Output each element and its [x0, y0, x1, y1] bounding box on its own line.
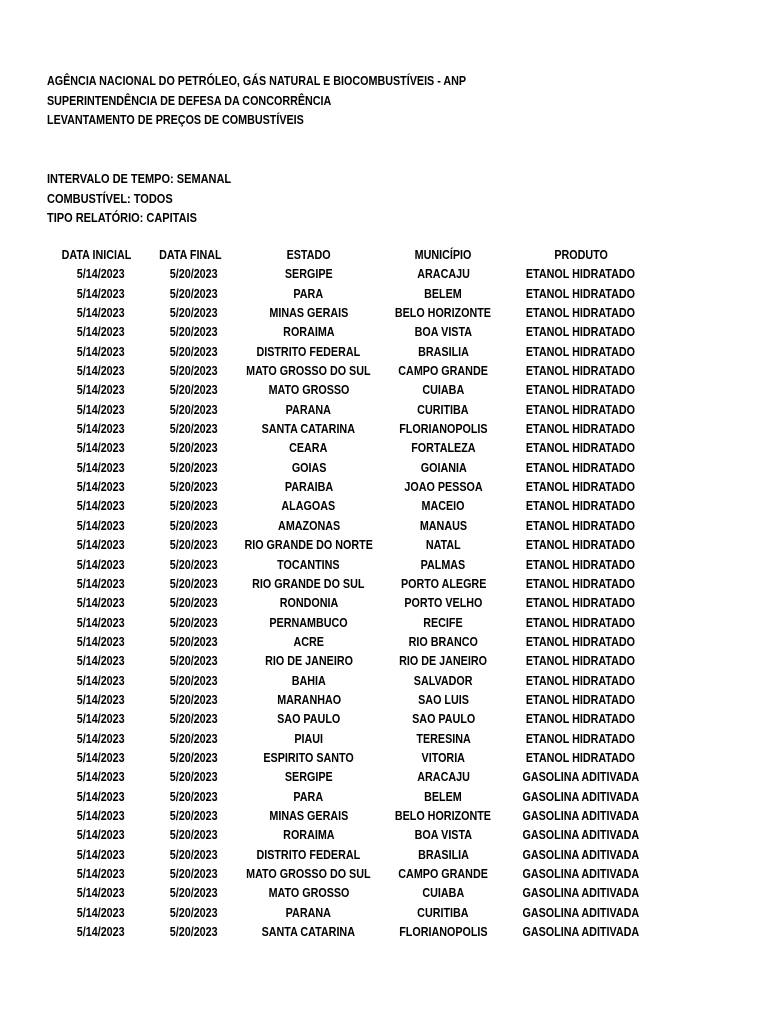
cell-data-final: 5/20/2023 [169, 441, 218, 456]
cell-municipio: RIO DE JANEIRO [399, 654, 488, 669]
cell-produto: GASOLINA ADITIVADA [522, 789, 640, 804]
cell-estado: PARA [293, 789, 324, 804]
cell-data-final: 5/20/2023 [169, 480, 218, 495]
cell-produto: ETANOL HIDRATADO [526, 538, 636, 553]
cell-municipio: GOIANIA [420, 460, 467, 475]
cell-municipio: SAO PAULO [411, 712, 475, 727]
table-row [47, 865, 658, 884]
table-row [47, 749, 658, 768]
cell-data-final: 5/20/2023 [169, 770, 218, 785]
cell-municipio: CURITIBA [417, 402, 469, 417]
cell-estado: ESPIRITO SANTO [263, 750, 354, 765]
table-row [47, 768, 658, 787]
cell-produto: ETANOL HIDRATADO [526, 654, 636, 669]
table-body [47, 265, 658, 942]
cell-estado: MINAS GERAIS [269, 306, 349, 321]
cell-data-final: 5/20/2023 [169, 731, 218, 746]
cell-data-inicial: 5/14/2023 [76, 325, 125, 340]
cell-municipio: PORTO ALEGRE [400, 576, 487, 591]
cell-municipio: RIO BRANCO [408, 634, 478, 649]
cell-municipio: CUIABA [422, 886, 465, 901]
cell-data-final: 5/20/2023 [169, 789, 218, 804]
cell-estado: TOCANTINS [277, 557, 340, 572]
cell-data-inicial: 5/14/2023 [76, 383, 125, 398]
cell-estado: PARANA [286, 402, 332, 417]
cell-estado: PARA [293, 286, 324, 301]
cell-data-inicial: 5/14/2023 [76, 518, 125, 533]
cell-municipio: BOA VISTA [414, 828, 472, 843]
cell-data-final: 5/20/2023 [169, 499, 218, 514]
column-header-data-inicial: DATA INICIAL [61, 248, 132, 262]
cell-estado: GOIAS [291, 460, 326, 475]
cell-produto: GASOLINA ADITIVADA [522, 828, 640, 843]
cell-data-final: 5/20/2023 [169, 286, 218, 301]
cell-estado: MARANHAO [276, 692, 341, 707]
table-row [47, 672, 658, 691]
cell-estado: MATO GROSSO [268, 383, 350, 398]
table-row [47, 846, 658, 865]
cell-produto: ETANOL HIDRATADO [526, 750, 636, 765]
cell-estado: RORAIMA [282, 828, 335, 843]
cell-estado: RONDONIA [279, 596, 338, 611]
cell-estado: ACRE [293, 634, 324, 649]
cell-data-inicial: 5/14/2023 [76, 905, 125, 920]
table-row [47, 343, 658, 362]
table-header [47, 246, 658, 265]
table-row [47, 923, 658, 942]
cell-produto: ETANOL HIDRATADO [526, 557, 636, 572]
cell-data-final: 5/20/2023 [169, 383, 218, 398]
cell-estado: BAHIA [291, 673, 326, 688]
table-row [47, 285, 658, 304]
cell-data-inicial: 5/14/2023 [76, 750, 125, 765]
cell-produto: ETANOL HIDRATADO [526, 518, 636, 533]
cell-data-inicial: 5/14/2023 [76, 925, 125, 940]
cell-data-inicial: 5/14/2023 [76, 634, 125, 649]
table-row [47, 788, 658, 807]
table-row [47, 594, 658, 613]
cell-municipio: SALVADOR [413, 673, 473, 688]
cell-municipio: ARACAJU [417, 267, 470, 282]
table-row [47, 304, 658, 323]
cell-municipio: NATAL [425, 538, 461, 553]
cell-data-inicial: 5/14/2023 [76, 344, 125, 359]
table-row [47, 691, 658, 710]
cell-municipio: RECIFE [423, 615, 464, 630]
cell-municipio: BELEM [424, 286, 463, 301]
table-row [47, 459, 658, 478]
cell-estado: MATO GROSSO DO SUL [246, 364, 371, 379]
cell-produto: ETANOL HIDRATADO [526, 460, 636, 475]
cell-estado: RIO GRANDE DO SUL [252, 576, 365, 591]
cell-estado: DISTRITO FEDERAL [256, 344, 361, 359]
cell-produto: GASOLINA ADITIVADA [522, 886, 640, 901]
cell-data-inicial: 5/14/2023 [76, 422, 125, 437]
cell-municipio: ARACAJU [417, 770, 470, 785]
cell-data-inicial: 5/14/2023 [76, 306, 125, 321]
cell-produto: GASOLINA ADITIVADA [522, 847, 640, 862]
cell-data-inicial: 5/14/2023 [76, 867, 125, 881]
cell-data-final: 5/20/2023 [169, 886, 218, 901]
cell-municipio: FORTALEZA [411, 441, 476, 456]
cell-data-final: 5/20/2023 [169, 267, 218, 282]
cell-municipio: CURITIBA [417, 905, 469, 920]
cell-data-inicial: 5/14/2023 [76, 692, 125, 707]
cell-estado: PIAUI [294, 731, 323, 746]
cell-municipio: MANAUS [419, 518, 467, 533]
cell-data-inicial: 5/14/2023 [76, 808, 125, 823]
cell-produto: GASOLINA ADITIVADA [522, 770, 640, 785]
cell-estado: PARANA [286, 905, 332, 920]
table-row [47, 265, 658, 284]
agency-title: AGÊNCIA NACIONAL DO PETRÓLEO, GÁS NATURAL E BIOCOMBUSTÍVEIS - ANP [47, 74, 467, 88]
cell-data-final: 5/20/2023 [169, 867, 218, 881]
table-row [47, 730, 658, 749]
cell-estado: SERGIPE [284, 770, 333, 785]
report-title: LEVANTAMENTO DE PREÇOS DE COMBUSTÍVEIS [47, 113, 304, 127]
cell-estado: CEARA [289, 441, 328, 456]
cell-municipio: CAMPO GRANDE [398, 364, 489, 379]
table-row [47, 420, 658, 439]
cell-data-final: 5/20/2023 [169, 596, 218, 611]
cell-data-final: 5/20/2023 [169, 925, 218, 940]
cell-produto: ETANOL HIDRATADO [526, 480, 636, 495]
cell-municipio: FLORIANOPOLIS [399, 925, 488, 940]
cell-data-inicial: 5/14/2023 [76, 731, 125, 746]
cell-estado: RIO GRANDE DO NORTE [244, 538, 373, 553]
table-row [47, 536, 658, 555]
cell-data-inicial: 5/14/2023 [76, 654, 125, 669]
cell-municipio: BRASILIA [417, 344, 469, 359]
cell-produto: ETANOL HIDRATADO [526, 267, 636, 282]
cell-produto: ETANOL HIDRATADO [526, 422, 636, 437]
table-row [47, 401, 658, 420]
cell-data-final: 5/20/2023 [169, 750, 218, 765]
cell-data-final: 5/20/2023 [169, 325, 218, 340]
cell-produto: ETANOL HIDRATADO [526, 306, 636, 321]
cell-produto: ETANOL HIDRATADO [526, 441, 636, 456]
cell-municipio: CUIABA [422, 383, 465, 398]
cell-data-inicial: 5/14/2023 [76, 286, 125, 301]
cell-data-inicial: 5/14/2023 [76, 615, 125, 630]
cell-data-inicial: 5/14/2023 [76, 499, 125, 514]
table-row [47, 323, 658, 342]
column-header-estado: ESTADO [286, 248, 331, 262]
cell-estado: DISTRITO FEDERAL [256, 847, 361, 862]
cell-estado: SERGIPE [284, 267, 333, 282]
cell-data-final: 5/20/2023 [169, 673, 218, 688]
table-row [47, 652, 658, 671]
fuel-filter: COMBUSTÍVEL: TODOS [47, 191, 173, 206]
cell-estado: MATO GROSSO [268, 886, 350, 901]
report-meta [47, 170, 256, 229]
cell-data-inicial: 5/14/2023 [76, 364, 125, 379]
cell-produto: ETANOL HIDRATADO [526, 383, 636, 398]
cell-data-final: 5/20/2023 [169, 692, 218, 707]
cell-estado: SANTA CATARINA [261, 422, 356, 437]
cell-data-final: 5/20/2023 [169, 905, 218, 920]
table-row [47, 381, 658, 400]
cell-municipio: BELEM [424, 789, 463, 804]
cell-data-final: 5/20/2023 [169, 538, 218, 553]
cell-estado: ALAGOAS [281, 499, 336, 514]
cell-data-final: 5/20/2023 [169, 306, 218, 321]
cell-data-final: 5/20/2023 [169, 402, 218, 417]
cell-produto: ETANOL HIDRATADO [526, 634, 636, 649]
table-row [47, 439, 658, 458]
report-type: TIPO RELATÓRIO: CAPITAIS [47, 211, 197, 225]
cell-municipio: BOA VISTA [414, 325, 472, 340]
cell-data-final: 5/20/2023 [169, 615, 218, 630]
cell-data-final: 5/20/2023 [169, 828, 218, 843]
table-row [47, 614, 658, 633]
cell-data-final: 5/20/2023 [169, 576, 218, 591]
cell-data-final: 5/20/2023 [169, 518, 218, 533]
cell-produto: ETANOL HIDRATADO [526, 325, 636, 340]
cell-municipio: PORTO VELHO [404, 596, 483, 611]
table-row [47, 575, 658, 594]
cell-data-inicial: 5/14/2023 [76, 847, 125, 862]
column-header-produto: PRODUTO [554, 248, 608, 262]
cell-produto: GASOLINA ADITIVADA [522, 867, 640, 881]
cell-estado: RIO DE JANEIRO [264, 654, 353, 669]
cell-produto: ETANOL HIDRATADO [526, 596, 636, 611]
cell-produto: ETANOL HIDRATADO [526, 712, 636, 727]
cell-data-inicial: 5/14/2023 [76, 441, 125, 456]
column-header-data-final: DATA FINAL [158, 248, 222, 262]
cell-data-inicial: 5/14/2023 [76, 557, 125, 572]
table-row [47, 556, 658, 575]
cell-municipio: BRASILIA [417, 847, 469, 862]
cell-estado: PARAIBA [284, 480, 333, 495]
table-row [47, 633, 658, 652]
cell-data-inicial: 5/14/2023 [76, 712, 125, 727]
cell-municipio: FLORIANOPOLIS [399, 422, 488, 437]
cell-municipio: SAO LUIS [417, 692, 469, 707]
cell-estado: SANTA CATARINA [261, 925, 356, 940]
cell-produto: ETANOL HIDRATADO [526, 615, 636, 630]
cell-produto: ETANOL HIDRATADO [526, 344, 636, 359]
cell-data-inicial: 5/14/2023 [76, 770, 125, 785]
price-table [47, 246, 658, 942]
cell-municipio: PALMAS [421, 557, 466, 572]
cell-produto: ETANOL HIDRATADO [526, 731, 636, 746]
table-row [47, 517, 658, 536]
cell-data-inicial: 5/14/2023 [76, 886, 125, 901]
header-row [47, 246, 658, 265]
cell-produto: ETANOL HIDRATADO [526, 286, 636, 301]
table-row [47, 826, 658, 845]
cell-data-final: 5/20/2023 [169, 364, 218, 379]
column-header-municipio: MUNICÍPIO [414, 248, 472, 262]
report-header [47, 72, 534, 131]
cell-produto: GASOLINA ADITIVADA [522, 925, 640, 940]
table-row [47, 710, 658, 729]
cell-estado: MATO GROSSO DO SUL [246, 867, 371, 881]
cell-produto: GASOLINA ADITIVADA [522, 905, 640, 920]
cell-data-inicial: 5/14/2023 [76, 576, 125, 591]
cell-produto: ETANOL HIDRATADO [526, 364, 636, 379]
cell-produto: ETANOL HIDRATADO [526, 673, 636, 688]
cell-data-final: 5/20/2023 [169, 344, 218, 359]
cell-data-inicial: 5/14/2023 [76, 267, 125, 282]
cell-municipio: JOAO PESSOA [404, 480, 483, 495]
cell-data-inicial: 5/14/2023 [76, 596, 125, 611]
cell-municipio: BELO HORIZONTE [395, 808, 492, 823]
cell-produto: ETANOL HIDRATADO [526, 576, 636, 591]
cell-municipio: TERESINA [416, 731, 471, 746]
cell-data-final: 5/20/2023 [169, 460, 218, 475]
cell-municipio: MACEIO [421, 499, 465, 514]
table-row [47, 478, 658, 497]
cell-estado: PERNAMBUCO [269, 615, 348, 630]
cell-data-final: 5/20/2023 [169, 847, 218, 862]
time-interval: INTERVALO DE TEMPO: SEMANAL [47, 172, 232, 186]
table-row [47, 362, 658, 381]
cell-data-final: 5/20/2023 [169, 634, 218, 649]
cell-estado: MINAS GERAIS [269, 808, 349, 823]
cell-data-final: 5/20/2023 [169, 712, 218, 727]
department-title: SUPERINTENDÊNCIA DE DEFESA DA CONCORRÊNCIA [47, 93, 332, 108]
cell-produto: ETANOL HIDRATADO [526, 402, 636, 417]
cell-data-final: 5/20/2023 [169, 654, 218, 669]
cell-produto: GASOLINA ADITIVADA [522, 808, 640, 823]
cell-data-inicial: 5/14/2023 [76, 673, 125, 688]
cell-estado: SAO PAULO [277, 712, 341, 727]
cell-municipio: VITORIA [421, 750, 466, 765]
cell-data-inicial: 5/14/2023 [76, 480, 125, 495]
cell-data-final: 5/20/2023 [169, 808, 218, 823]
cell-data-inicial: 5/14/2023 [76, 789, 125, 804]
cell-data-final: 5/20/2023 [169, 422, 218, 437]
cell-data-inicial: 5/14/2023 [76, 828, 125, 843]
cell-municipio: BELO HORIZONTE [395, 306, 492, 321]
cell-produto: ETANOL HIDRATADO [526, 692, 636, 707]
cell-produto: ETANOL HIDRATADO [526, 499, 636, 514]
cell-municipio: CAMPO GRANDE [398, 867, 489, 881]
table-row [47, 904, 658, 923]
cell-data-inicial: 5/14/2023 [76, 402, 125, 417]
table-row [47, 884, 658, 903]
table-row [47, 497, 658, 516]
cell-data-inicial: 5/14/2023 [76, 460, 125, 475]
cell-estado: AMAZONAS [277, 518, 340, 533]
table-row [47, 807, 658, 826]
cell-data-final: 5/20/2023 [169, 557, 218, 572]
cell-data-inicial: 5/14/2023 [76, 538, 125, 553]
cell-estado: RORAIMA [282, 325, 335, 340]
